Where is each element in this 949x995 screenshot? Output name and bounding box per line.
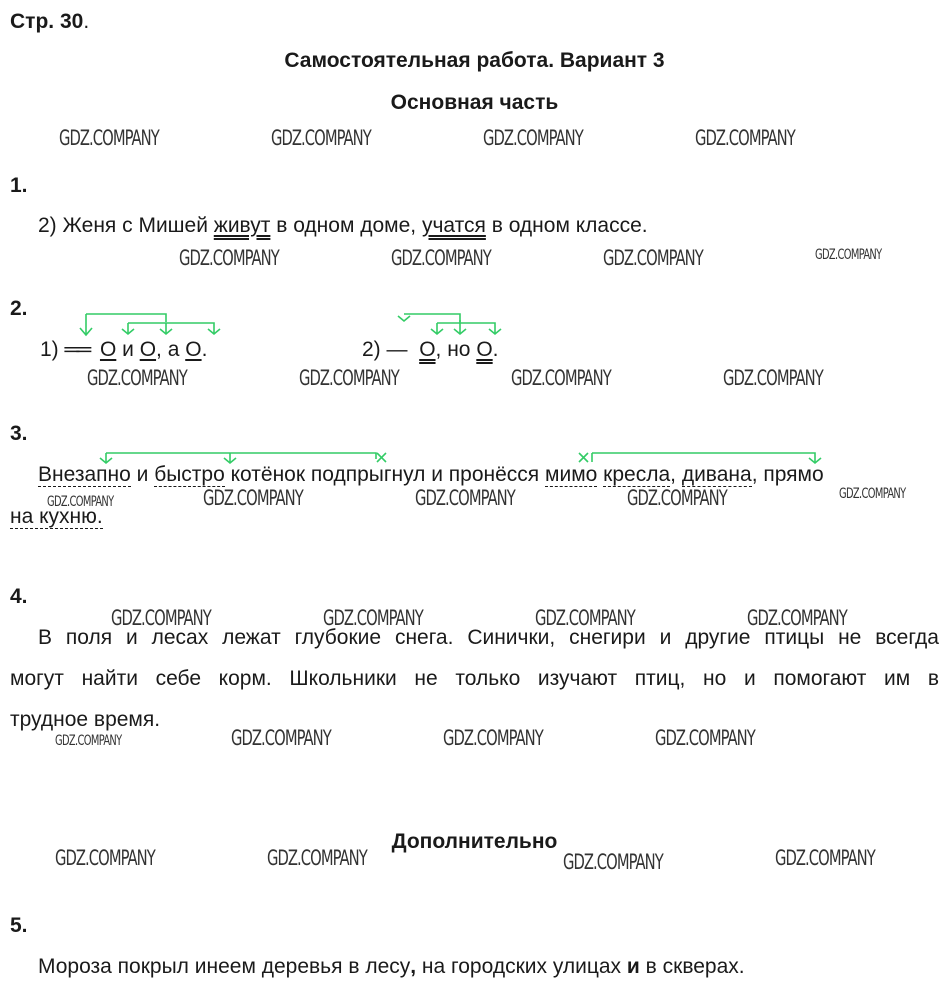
adverbial-word: Внезапно [38,463,131,486]
watermark: GDZ.COMPANY [747,606,847,630]
text-segment: на городских улицах [416,955,627,978]
text-segment: и [130,463,155,486]
watermark: GDZ.COMPANY [415,486,515,510]
page-number-label: Стр. 30 [10,10,84,33]
additional-section-title: Дополнительно [391,830,558,853]
text-segment: , [670,463,682,486]
inserted-conjunction: и [626,955,640,978]
watermark: GDZ.COMPANY [55,846,155,870]
homogeneous-member: О [139,338,157,361]
section-title: Основная часть [390,91,559,114]
text-segment: Мороза покрыл инеем деревья в лесу [38,955,411,978]
homogeneous-member: О [185,338,202,361]
watermark: GDZ.COMPANY [111,606,211,630]
watermark: GDZ.COMPANY [47,494,114,510]
watermark: GDZ.COMPANY [443,726,543,750]
adverbial-word: дивана [681,463,752,486]
text-segment: в скверах. [639,955,745,978]
work-title: Самостоятельная работа. Вариант 3 [284,49,665,72]
watermark: GDZ.COMPANY [723,366,823,390]
task-4-line-3: трудное время. [10,708,161,731]
homogeneous-member: О [419,338,436,361]
watermark: GDZ.COMPANY [179,246,279,270]
predicate-word: учатся [421,214,486,237]
watermark: GDZ.COMPANY [59,126,159,150]
task-4-line-2: могут найти себе корм. Школьники не только изучают птиц, но и помогают им в [10,667,939,690]
watermark: GDZ.COMPANY [655,726,755,750]
text-segment: , а [156,338,186,361]
watermark: GDZ.COMPANY [203,486,303,510]
inserted-comma: , [410,955,417,978]
homogeneous-member: О [99,338,117,361]
watermark: GDZ.COMPANY [391,246,491,270]
watermark: GDZ.COMPANY [55,733,122,749]
adverbial-word: кресла [603,463,671,486]
text-segment: 1) [40,338,65,361]
page-number-dot: . [83,10,90,33]
task-5-number: 5. [10,914,28,937]
text-segment: котёнок подпрыгнул и пронёсся [224,463,546,486]
adverbial-word: мимо [545,463,598,486]
watermark: GDZ.COMPANY [815,247,882,263]
watermark: GDZ.COMPANY [267,846,367,870]
text-segment: в одном доме, [270,214,422,237]
text-segment: , но [435,338,477,361]
double-dash: ══ [64,338,89,361]
watermark: GDZ.COMPANY [775,846,875,870]
watermark: GDZ.COMPANY [563,850,663,874]
task-3-number: 3. [10,422,28,445]
text-segment: 2) Женя с Мишей [38,214,214,237]
text-segment: . [201,338,208,361]
task-5-sentence [38,955,745,979]
watermark: GDZ.COMPANY [323,606,423,630]
watermark: GDZ.COMPANY [87,366,187,390]
watermark: GDZ.COMPANY [627,486,727,510]
task-1-number: 1. [10,174,28,197]
task-3-line-1 [10,463,939,487]
adverbial-word: на кухню. [10,505,103,528]
text-segment: в одном классе. [485,214,648,237]
watermark: GDZ.COMPANY [271,126,371,150]
watermark: GDZ.COMPANY [231,726,331,750]
text-segment: и [116,338,140,361]
adverbial-word: быстро [154,463,225,486]
text-segment: . [492,338,499,361]
watermark: GDZ.COMPANY [535,606,635,630]
watermark: GDZ.COMPANY [839,486,906,502]
watermark: GDZ.COMPANY [483,126,583,150]
task-4-number: 4. [10,585,28,608]
watermark: GDZ.COMPANY [299,366,399,390]
predicate-word: живут [213,214,271,237]
text-segment: 2) — [362,338,414,361]
homogeneous-member: О [476,338,493,361]
watermark: GDZ.COMPANY [511,366,611,390]
task-2-number: 2. [10,297,28,320]
text-segment: , прямо [751,463,824,486]
task-4-line-1: В поля и лесах лежат глубокие снега. Синички, снегири и другие птицы не всегда [38,626,939,649]
watermark: GDZ.COMPANY [603,246,703,270]
watermark: GDZ.COMPANY [695,126,795,150]
